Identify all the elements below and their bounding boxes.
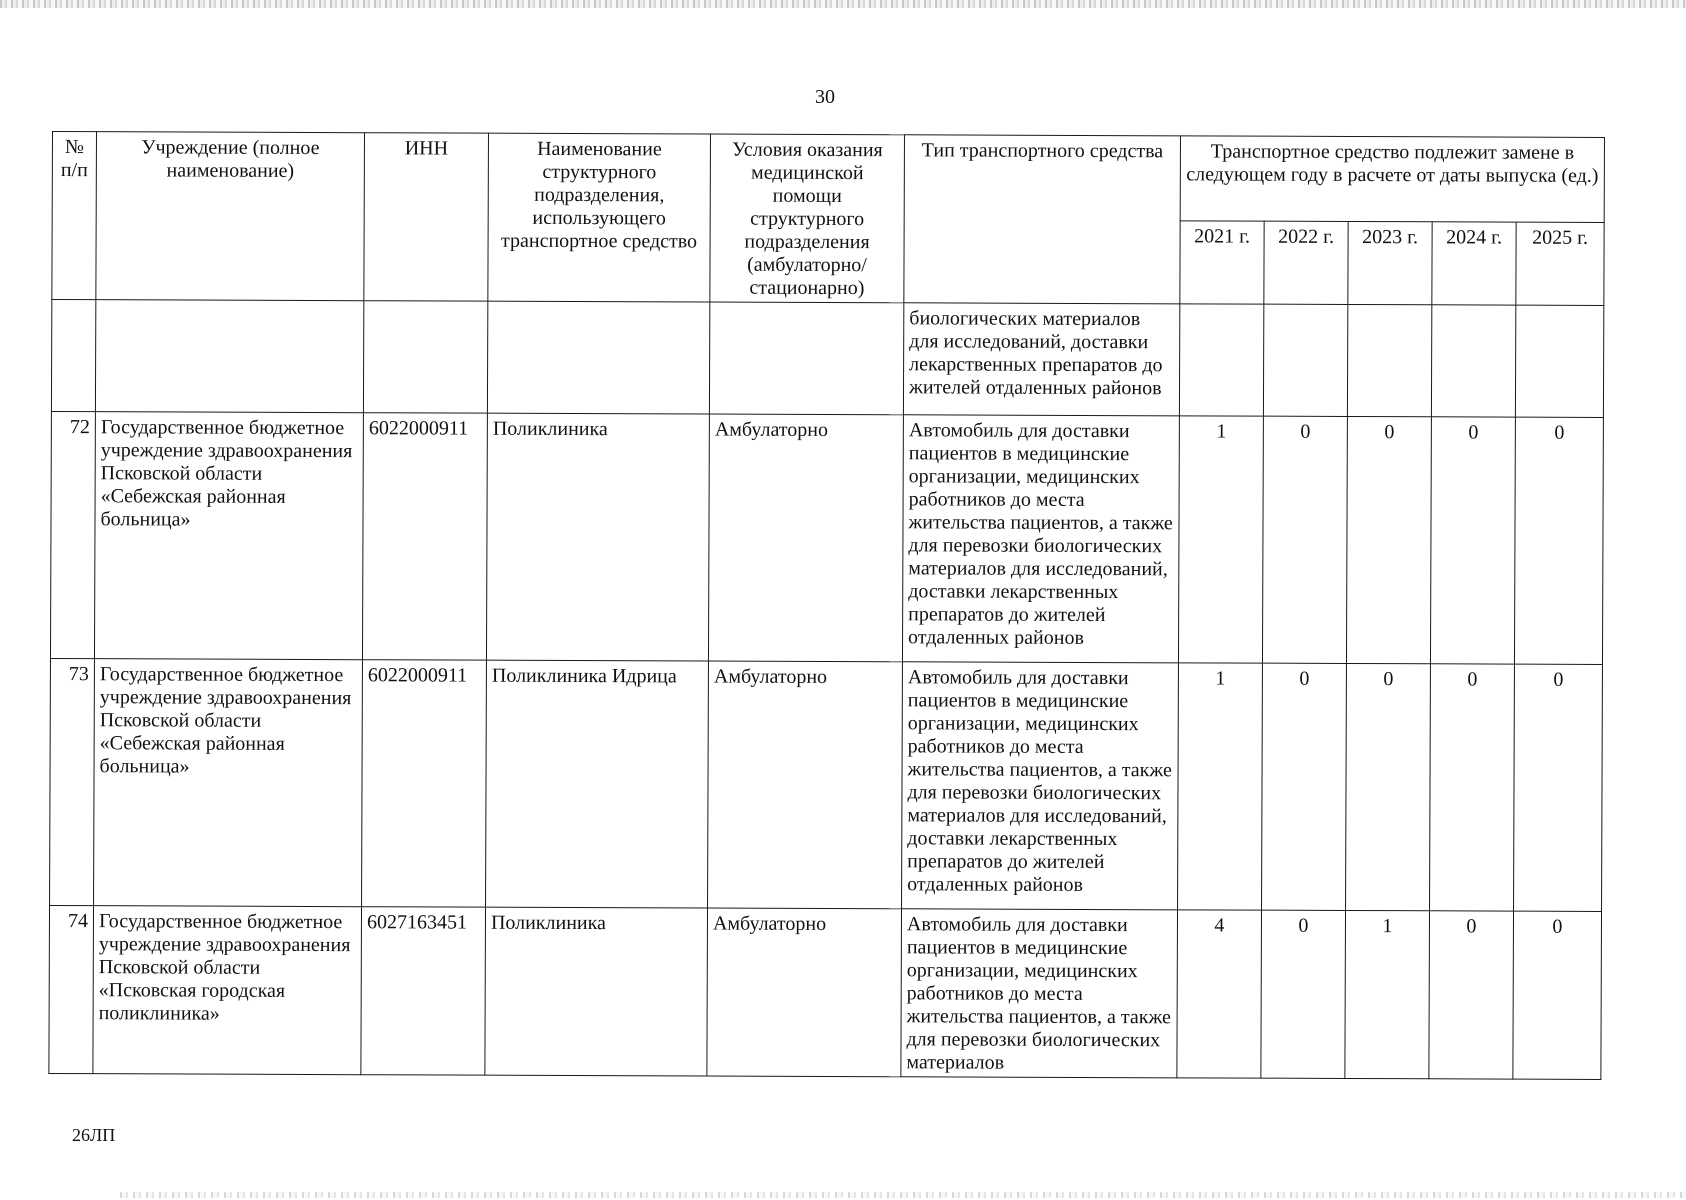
cell-count-2021: 4 — [1177, 910, 1262, 1078]
header-year-2025: 2025 г. — [1516, 222, 1604, 306]
cell-count — [1515, 305, 1603, 417]
header-year-2024: 2024 г. — [1432, 221, 1516, 305]
cell-count — [1347, 304, 1431, 416]
cell-count-2024: 0 — [1430, 664, 1515, 911]
cell-count — [1179, 304, 1263, 416]
scan-edge-top — [0, 0, 1686, 8]
cell-vehicle-type: Автомобиль для доставки пациентов в медицинские организации, медицинских работников до места жительства пациентов, а также для перевозки биологических материалов для исследований, доставки лекарственных препаратов до жителей отдаленных районов — [902, 662, 1179, 910]
header-vehicle-type: Тип транспортного средства — [904, 135, 1181, 304]
cell-institution: Государственное бюджетное учреждение здравоохранения Псковской области «Себежская районная больница» — [94, 412, 363, 660]
cell-num: 74 — [49, 905, 94, 1073]
header-conditions: Условия оказания медицинской помощи структурного подразделения (амбулаторно/ стационарно) — [710, 134, 905, 303]
footer-code: 26ЛП — [72, 1125, 116, 1145]
cell-inn: 6022000911 — [362, 660, 487, 907]
cell-count-2024: 0 — [1430, 417, 1515, 664]
header-year-2023: 2023 г. — [1348, 221, 1432, 305]
table-row — [50, 658, 1603, 911]
cell-institution: Государственное бюджетное учреждение здравоохранения Псковской области «Псковская городская поликлиника» — [93, 906, 362, 1075]
cell-institution: Государственное бюджетное учреждение здравоохранения Псковской области «Себежская районная больница» — [94, 659, 363, 907]
cell-vehicle-type: Автомобиль для доставки пациентов в медицинские организации, медицинских работников до места жительства пациентов, а также для перевозки биологических материалов — [901, 909, 1178, 1078]
cell-conditions — [709, 302, 903, 415]
header-num: № п/п — [52, 132, 97, 300]
cell-vehicle-type: биологических материалов для исследований, доставки лекарственных препаратов до жителей отдаленных районов — [903, 303, 1179, 416]
cell-unit: Поликлиника Идрица — [486, 660, 709, 908]
cell-conditions: Амбулаторно — [708, 414, 903, 662]
table-row — [49, 905, 1602, 1079]
cell-count-2025: 0 — [1513, 911, 1602, 1079]
cell-inn — [363, 301, 487, 413]
cell-institution — [95, 300, 363, 413]
cell-num: 72 — [50, 411, 95, 658]
cell-count-2022: 0 — [1262, 416, 1347, 663]
cell-count-2024: 0 — [1429, 911, 1514, 1079]
cell-unit: Поликлиника — [485, 907, 708, 1076]
vehicle-replacement-table — [48, 131, 1605, 1080]
cell-count — [1431, 305, 1515, 417]
cell-inn: 6027163451 — [361, 907, 486, 1075]
cell-num: 73 — [50, 658, 95, 905]
cell-count-2023: 1 — [1345, 910, 1430, 1078]
header-year-2021: 2021 г. — [1180, 220, 1264, 304]
cell-vehicle-type: Автомобиль для доставки пациентов в медицинские организации, медицинских работников до места жительства пациентов, а также для перевозки биологических материалов для исследований, доставки лекарственных препаратов до жителей отдаленных районов — [902, 415, 1179, 663]
cell-count-2025: 0 — [1514, 417, 1603, 664]
header-replacement: Транспортное средство подлежит замене в следующем году в расчете от даты выпуска (ед.) — [1180, 136, 1604, 222]
cell-num — [51, 300, 95, 412]
cell-count-2023: 0 — [1346, 416, 1431, 663]
cell-count-2025: 0 — [1514, 664, 1603, 911]
header-row — [52, 132, 1604, 222]
table-row — [50, 411, 1603, 664]
cell-unit — [487, 301, 709, 414]
cell-unit: Поликлиника — [486, 413, 709, 661]
table-row-continuation — [51, 300, 1603, 418]
cell-count-2022: 0 — [1261, 910, 1346, 1078]
header-institution: Учреждение (полное наименование) — [96, 132, 365, 301]
cell-count-2023: 0 — [1346, 663, 1431, 910]
cell-count-2021: 1 — [1178, 416, 1263, 663]
page-number: 30 — [815, 86, 835, 108]
cell-count-2022: 0 — [1262, 663, 1347, 910]
cell-count-2021: 1 — [1178, 663, 1263, 910]
scan-edge-bottom — [120, 1192, 1686, 1198]
header-unit: Наименование структурного подразделения, использующего транспортное средство — [488, 133, 711, 302]
cell-conditions: Амбулаторно — [707, 908, 902, 1077]
cell-count — [1263, 304, 1347, 416]
header-year-2022: 2022 г. — [1264, 221, 1348, 305]
cell-inn: 6022000911 — [362, 413, 487, 660]
cell-conditions: Амбулаторно — [708, 661, 903, 909]
header-inn: ИНН — [364, 133, 489, 301]
